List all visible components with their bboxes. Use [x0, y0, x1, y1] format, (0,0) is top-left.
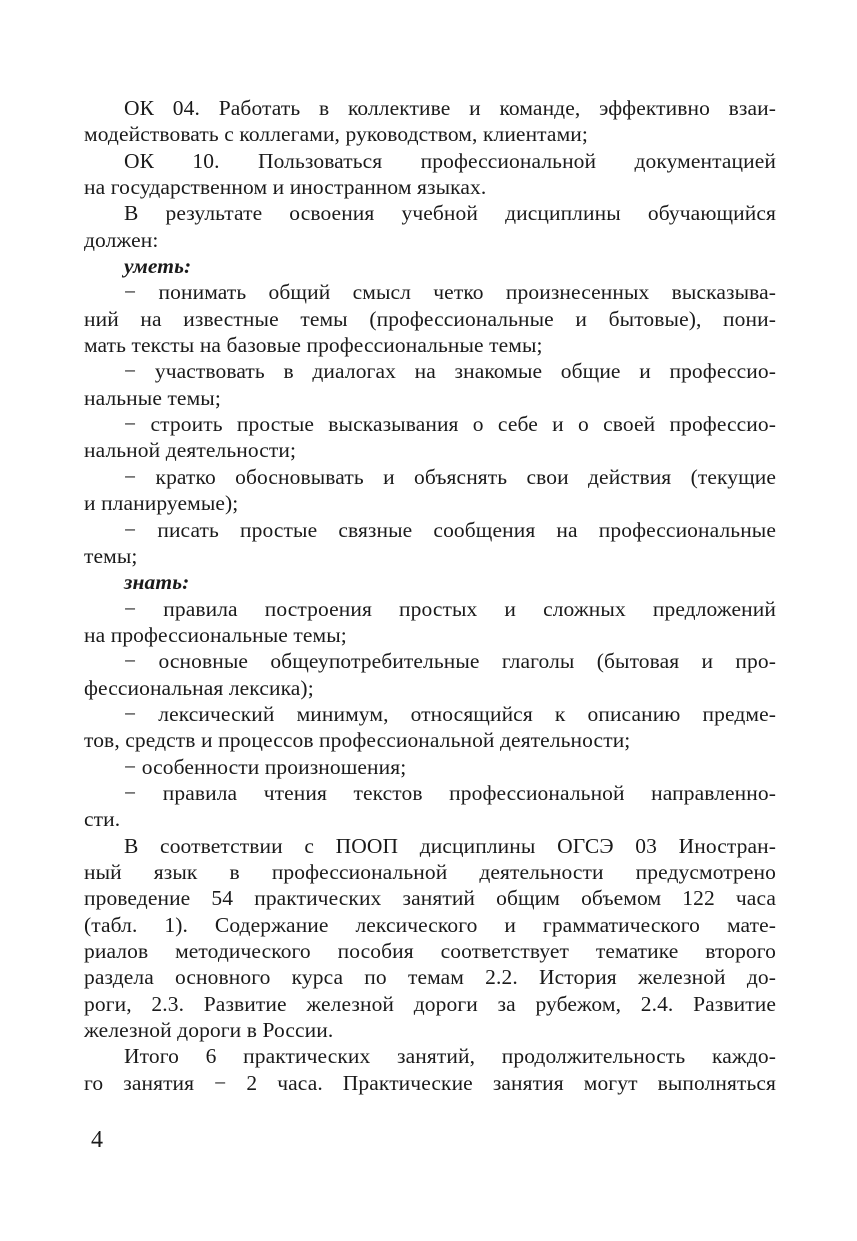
- text-line: риалов методического пособия соответствует тематике второго: [84, 939, 776, 963]
- text-line: роги, 2.3. Развитие железной дороги за рубежом, 2.4. Развитие: [84, 991, 776, 1016]
- text-line: нальные темы;: [84, 385, 221, 410]
- text-line: В результате освоения учебной дисциплины обучающийся: [124, 201, 776, 226]
- text-line: ний на известные темы (профессиональные и бытовые), пони-: [84, 306, 776, 331]
- text-line: − кратко обосновывать и объяснять свои действия (текущие: [124, 464, 776, 489]
- text-line: − особенности произношения;: [124, 754, 407, 779]
- text-line: − понимать общий смысл четко произнесенных высказыва-: [124, 280, 776, 305]
- text-line: − лексический минимум, относящийся к описанию предме-: [124, 701, 776, 726]
- text-line: го занятия − 2 часа. Практические занятия могут выполняться: [84, 1070, 776, 1095]
- text-line: − основные общеупотребительные глаголы (бытовая и про-: [124, 649, 776, 674]
- text-line: темы;: [84, 543, 138, 568]
- text-line: ОК 04. Работать в коллективе и команде, эффективно взаи-: [124, 96, 776, 120]
- text-line: мать тексты на базовые профессиональные темы;: [84, 333, 543, 358]
- text-line: фессиональная лексика);: [84, 675, 314, 700]
- text-line: на профессиональные темы;: [84, 622, 347, 647]
- text-line: ный язык в профессиональной деятельности предусмотрено: [84, 859, 776, 884]
- text-line: раздела основного курса по темам 2.2. История железной до-: [84, 965, 776, 990]
- body-text: [84, 95, 776, 1096]
- text-line: − строить простые высказывания о себе и о своей профессио-: [124, 412, 776, 437]
- text-line: В соответствии с ПООП дисциплины ОГСЭ 03 Иностран-: [124, 833, 776, 858]
- text-line: сти.: [84, 807, 121, 832]
- text-line: должен:: [84, 227, 159, 252]
- text-line: тов, средств и процессов профессиональной деятельности;: [84, 728, 631, 753]
- text-line: на государственном и иностранном языках.: [84, 175, 487, 200]
- text-line: − правила построения простых и сложных предложений: [124, 596, 776, 621]
- text-line: знать:: [124, 570, 190, 595]
- text-line: уметь:: [124, 254, 192, 279]
- text-line: нальной деятельности;: [84, 438, 297, 463]
- text-line: железной дороги в России.: [84, 1018, 334, 1043]
- page-number: 4: [91, 1127, 103, 1153]
- text-line: модействовать с коллегами, руководством, клиентами;: [84, 122, 588, 147]
- text-line: (табл. 1). Содержание лексического и грамматического мате-: [84, 912, 776, 937]
- text-line: − участвовать в диалогах на знакомые общие и профессио-: [124, 359, 776, 384]
- text-line: − правила чтения текстов профессиональной направленно-: [124, 780, 776, 805]
- text-line: − писать простые связные сообщения на профессиональные: [124, 517, 776, 542]
- text-line: и планируемые);: [84, 491, 239, 516]
- text-line: ОК 10. Пользоваться профессиональной документацией: [124, 148, 776, 173]
- text-line: Итого 6 практических занятий, продолжительность каждо-: [124, 1044, 776, 1069]
- text-line: проведение 54 практических занятий общим объемом 122 часа: [84, 886, 776, 911]
